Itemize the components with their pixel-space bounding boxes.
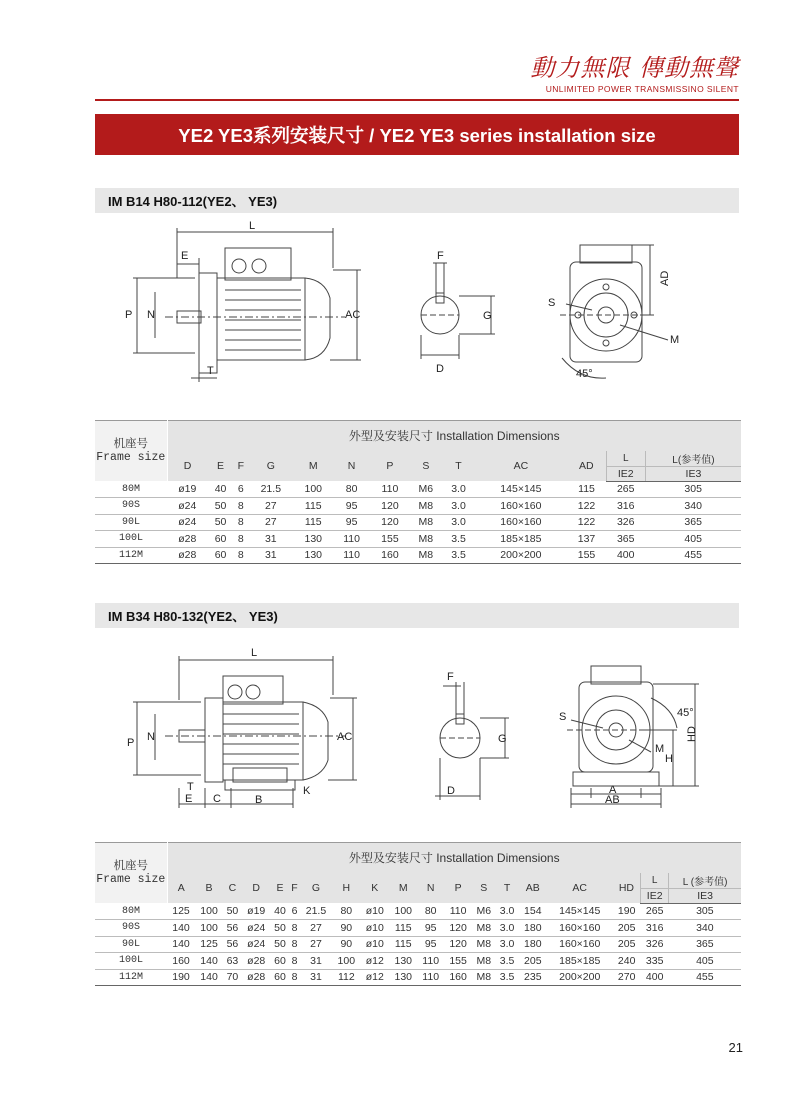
table-cell: 8 xyxy=(289,936,299,953)
dim-L: L xyxy=(249,220,256,232)
col-header: P xyxy=(370,451,409,482)
table-cell: 27 xyxy=(248,498,294,515)
col-header-ie2: IE2 xyxy=(641,888,669,903)
table-cell: 185×185 xyxy=(547,953,613,970)
dim-C: C xyxy=(213,793,221,805)
col-header: D xyxy=(167,451,207,482)
table-cell: 100 xyxy=(195,903,223,920)
b14-side-view-drawing xyxy=(125,218,365,388)
table-cell: 160×160 xyxy=(475,498,567,515)
dim-S: S xyxy=(548,297,556,309)
table-cell: 205 xyxy=(519,953,547,970)
table-cell: ø24 xyxy=(242,936,271,953)
table-cell: 155 xyxy=(444,953,472,970)
table-cell: ø24 xyxy=(242,920,271,937)
table-cell: 110 xyxy=(333,531,370,548)
table-cell: 90 xyxy=(332,936,360,953)
table-cell: 80 xyxy=(333,481,370,498)
frame-size-header xyxy=(95,843,167,904)
col-header: AC xyxy=(475,451,567,482)
section-1-heading: IM B14 H80-112(YE2、 YE3) xyxy=(95,188,739,213)
table-cell: ø10 xyxy=(360,903,389,920)
table-cell: 240 xyxy=(613,953,641,970)
dim-angle: 45° xyxy=(576,368,593,380)
table-cell: 110 xyxy=(417,953,444,970)
table-cell: 160 xyxy=(444,969,472,986)
table-row xyxy=(95,481,741,498)
dimensions-group-header: 外型及安装尺寸 Installation Dimensions xyxy=(167,843,741,873)
col-header: D xyxy=(242,873,271,904)
table-cell: 405 xyxy=(645,531,741,548)
table-row xyxy=(95,498,741,515)
col-header: M xyxy=(294,451,333,482)
table-cell: 50 xyxy=(271,920,290,937)
frame-size-cell: 112M xyxy=(95,969,167,986)
table-cell: ø24 xyxy=(167,514,207,531)
table-cell: 455 xyxy=(645,547,741,564)
table-cell: 6 xyxy=(234,481,248,498)
table-cell: 95 xyxy=(333,498,370,515)
frame-size-cell: 80M xyxy=(95,903,167,920)
col-header-L: L xyxy=(641,873,669,889)
table-cell: ø28 xyxy=(167,531,207,548)
table-cell: 3.5 xyxy=(442,547,475,564)
table-row xyxy=(95,969,741,986)
frame-size-cell: 100L xyxy=(95,953,167,970)
table-cell: 145×145 xyxy=(475,481,567,498)
frame-size-cell: 80M xyxy=(95,481,167,498)
table-cell: ø19 xyxy=(242,903,271,920)
dim-F: F xyxy=(437,250,444,262)
table-cell: 3.0 xyxy=(442,514,475,531)
dim-D: D xyxy=(436,363,444,375)
table-cell: 340 xyxy=(645,498,741,515)
table-row xyxy=(95,531,741,548)
table-cell: 160×160 xyxy=(547,936,613,953)
table-cell: 340 xyxy=(669,920,741,937)
table-cell: 120 xyxy=(444,936,472,953)
col-header-L-ref: L (参考值) xyxy=(669,873,741,889)
table-cell: 160 xyxy=(167,953,195,970)
table-row xyxy=(95,547,741,564)
table-cell: 100 xyxy=(195,920,223,937)
frame-size-header xyxy=(95,421,167,482)
table-cell: 190 xyxy=(613,903,641,920)
table-cell: 405 xyxy=(669,953,741,970)
b34-side-view-drawing xyxy=(125,640,365,810)
dim-angle: 45° xyxy=(677,707,694,719)
table-cell: 3.5 xyxy=(495,969,518,986)
table-cell: 31 xyxy=(248,531,294,548)
table-cell: 265 xyxy=(641,903,669,920)
table-cell: ø28 xyxy=(242,969,271,986)
table-cell: 8 xyxy=(234,514,248,531)
table-cell: 27 xyxy=(300,936,333,953)
table-cell: 200×200 xyxy=(547,969,613,986)
table-cell: 205 xyxy=(613,936,641,953)
table-cell: 100 xyxy=(294,481,333,498)
dimensions-group-header: 外型及安装尺寸 Installation Dimensions xyxy=(167,421,741,451)
brand-logo xyxy=(530,48,739,94)
col-header: B xyxy=(195,873,223,904)
table-cell: 95 xyxy=(417,936,444,953)
table-cell: M8 xyxy=(472,936,495,953)
table-cell: 125 xyxy=(167,903,195,920)
frame-size-cell: 90L xyxy=(95,936,167,953)
table-cell: 110 xyxy=(444,903,472,920)
table-cell: 31 xyxy=(300,969,333,986)
table-cell: 160 xyxy=(370,547,409,564)
dim-P: P xyxy=(127,737,135,749)
dim-AC: AC xyxy=(337,731,353,743)
table-cell: 200×200 xyxy=(475,547,567,564)
table-cell: ø28 xyxy=(167,547,207,564)
table-cell: 137 xyxy=(567,531,606,548)
b34-shaft-end-drawing xyxy=(425,668,520,803)
dim-M: M xyxy=(670,334,680,346)
dim-L: L xyxy=(251,647,258,659)
table-cell: 56 xyxy=(223,920,242,937)
table-cell: 365 xyxy=(606,531,645,548)
table-cell: 8 xyxy=(289,969,299,986)
col-header: P xyxy=(444,873,472,904)
table-cell: 305 xyxy=(645,481,741,498)
col-header: E xyxy=(207,451,233,482)
table-cell: 140 xyxy=(167,920,195,937)
dim-G: G xyxy=(498,733,507,745)
table-cell: 110 xyxy=(333,547,370,564)
table-cell: 316 xyxy=(606,498,645,515)
table-cell: 115 xyxy=(567,481,606,498)
header-divider xyxy=(95,99,739,101)
dim-E: E xyxy=(181,250,189,262)
col-header: S xyxy=(410,451,443,482)
dim-N: N xyxy=(147,309,155,321)
table-cell: 120 xyxy=(370,514,409,531)
table-row xyxy=(95,953,741,970)
table-cell: 326 xyxy=(641,936,669,953)
frame-size-cell: 90S xyxy=(95,920,167,937)
table-cell: 50 xyxy=(223,903,242,920)
col-header: M xyxy=(389,873,417,904)
table-cell: 270 xyxy=(613,969,641,986)
table-cell: 21.5 xyxy=(300,903,333,920)
table-cell: 80 xyxy=(417,903,444,920)
table-cell: 130 xyxy=(389,953,417,970)
table-cell: 125 xyxy=(195,936,223,953)
col-header: AD xyxy=(567,451,606,482)
table-cell: 180 xyxy=(519,920,547,937)
table-row xyxy=(95,936,741,953)
dim-S: S xyxy=(559,711,567,723)
table-cell: 50 xyxy=(271,936,290,953)
table-cell: 365 xyxy=(645,514,741,531)
table-cell: 316 xyxy=(641,920,669,937)
table-cell: 8 xyxy=(234,498,248,515)
table-cell: M8 xyxy=(410,531,443,548)
table-cell: 112 xyxy=(332,969,360,986)
dim-P: P xyxy=(125,309,133,321)
table-cell: 145×145 xyxy=(547,903,613,920)
table-row xyxy=(95,514,741,531)
table-cell: 3.0 xyxy=(495,920,518,937)
table-row xyxy=(95,903,741,920)
table-cell: 3.0 xyxy=(442,498,475,515)
table-cell: 60 xyxy=(271,953,290,970)
b14-flange-end-drawing xyxy=(540,240,700,380)
dim-B: B xyxy=(255,794,263,806)
table-cell: 8 xyxy=(289,920,299,937)
table-cell: 8 xyxy=(234,531,248,548)
table-cell: 122 xyxy=(567,514,606,531)
table-cell: 115 xyxy=(389,920,417,937)
col-header: AC xyxy=(547,873,613,904)
dim-D: D xyxy=(447,785,455,797)
table-cell: 100 xyxy=(389,903,417,920)
table-cell: 205 xyxy=(613,920,641,937)
col-header: E xyxy=(271,873,290,904)
table-cell: 40 xyxy=(207,481,233,498)
table-cell: M8 xyxy=(472,969,495,986)
table-cell: ø12 xyxy=(360,969,389,986)
col-header: T xyxy=(495,873,518,904)
table-cell: 115 xyxy=(294,498,333,515)
table-cell: 27 xyxy=(248,514,294,531)
table-cell: 70 xyxy=(223,969,242,986)
col-header: F xyxy=(289,873,299,904)
dim-T: T xyxy=(187,781,194,793)
table-cell: 50 xyxy=(207,514,233,531)
b34-flange-end-drawing xyxy=(555,662,715,810)
dim-H: H xyxy=(665,753,673,765)
col-header: N xyxy=(333,451,370,482)
table-cell: 3.0 xyxy=(495,903,518,920)
table-cell: ø19 xyxy=(167,481,207,498)
b14-shaft-end-drawing xyxy=(405,245,500,380)
page-number: 21 xyxy=(728,1040,743,1055)
b14-dimension-table xyxy=(95,420,741,564)
col-header-ie3: IE3 xyxy=(669,888,741,903)
table-cell: 326 xyxy=(606,514,645,531)
table-cell: 122 xyxy=(567,498,606,515)
col-header: K xyxy=(360,873,389,904)
table-cell: 155 xyxy=(567,547,606,564)
frame-header-cn: 机座号 xyxy=(113,438,148,450)
table-cell: 130 xyxy=(294,547,333,564)
table-cell: ø12 xyxy=(360,953,389,970)
frame-header-en: Frame size xyxy=(96,873,166,886)
table-cell: 140 xyxy=(167,936,195,953)
table-cell: 160×160 xyxy=(547,920,613,937)
table-cell: 155 xyxy=(370,531,409,548)
col-header-L: L xyxy=(606,451,645,467)
dim-AB: AB xyxy=(605,794,620,806)
table-cell: 3.0 xyxy=(495,936,518,953)
table-cell: 6 xyxy=(289,903,299,920)
table-cell: 180 xyxy=(519,936,547,953)
table-cell: 21.5 xyxy=(248,481,294,498)
table-cell: ø24 xyxy=(167,498,207,515)
table-cell: M8 xyxy=(472,953,495,970)
table-cell: 120 xyxy=(370,498,409,515)
table-cell: 185×185 xyxy=(475,531,567,548)
col-header: HD xyxy=(613,873,641,904)
table-cell: 120 xyxy=(444,920,472,937)
table-cell: 60 xyxy=(207,531,233,548)
table-cell: 130 xyxy=(389,969,417,986)
col-header: C xyxy=(223,873,242,904)
col-header: N xyxy=(417,873,444,904)
dim-F: F xyxy=(447,671,454,683)
table-cell: 56 xyxy=(223,936,242,953)
table-cell: 400 xyxy=(606,547,645,564)
dim-HD: HD xyxy=(686,726,698,742)
table-cell: 140 xyxy=(195,969,223,986)
col-header: T xyxy=(442,451,475,482)
page-title: YE2 YE3系列安装尺寸 / YE2 YE3 series installation size xyxy=(95,114,739,155)
table-cell: 190 xyxy=(167,969,195,986)
table-cell: 60 xyxy=(271,969,290,986)
col-header-ie2: IE2 xyxy=(606,466,645,481)
table-cell: 335 xyxy=(641,953,669,970)
table-cell: 110 xyxy=(417,969,444,986)
frame-size-cell: 100L xyxy=(95,531,167,548)
table-cell: ø10 xyxy=(360,936,389,953)
table-cell: M8 xyxy=(410,547,443,564)
table-cell: 50 xyxy=(207,498,233,515)
table-cell: 60 xyxy=(207,547,233,564)
table-cell: 63 xyxy=(223,953,242,970)
brand-slogan-en: UNLIMITED POWER TRANSMISSINO SILENT xyxy=(545,84,739,94)
table-cell: M8 xyxy=(410,498,443,515)
table-cell: 8 xyxy=(289,953,299,970)
table-cell: M6 xyxy=(410,481,443,498)
section-2-heading: IM B34 H80-132(YE2、 YE3) xyxy=(95,603,739,628)
dim-N: N xyxy=(147,731,155,743)
col-header-L-ref: L(参考值) xyxy=(645,451,741,467)
b34-dimension-table xyxy=(95,842,741,986)
brand-slogan-cn: 動力無限 傳動無聲 xyxy=(530,54,739,82)
table-cell: 455 xyxy=(669,969,741,986)
table-row xyxy=(95,920,741,937)
table-cell: 140 xyxy=(195,953,223,970)
col-header: F xyxy=(234,451,248,482)
table-cell: 265 xyxy=(606,481,645,498)
table-cell: 8 xyxy=(234,547,248,564)
table-cell: 31 xyxy=(248,547,294,564)
dim-AC: AC xyxy=(345,309,361,321)
table-cell: 90 xyxy=(332,920,360,937)
dim-G: G xyxy=(483,310,492,322)
table-cell: 80 xyxy=(332,903,360,920)
dim-E: E xyxy=(185,793,193,805)
table-cell: 130 xyxy=(294,531,333,548)
table-cell: 27 xyxy=(300,920,333,937)
table-cell: 3.5 xyxy=(495,953,518,970)
col-header: H xyxy=(332,873,360,904)
table-cell: 31 xyxy=(300,953,333,970)
table-cell: 115 xyxy=(389,936,417,953)
table-cell: 100 xyxy=(332,953,360,970)
table-cell: 154 xyxy=(519,903,547,920)
table-cell: 95 xyxy=(333,514,370,531)
table-cell: ø10 xyxy=(360,920,389,937)
table-cell: 3.5 xyxy=(442,531,475,548)
dim-M: M xyxy=(655,743,665,755)
table-cell: M6 xyxy=(472,903,495,920)
table-cell: 110 xyxy=(370,481,409,498)
dim-AD: AD xyxy=(659,270,671,286)
table-cell: 115 xyxy=(294,514,333,531)
col-header: S xyxy=(472,873,495,904)
col-header: G xyxy=(300,873,333,904)
frame-header-cn: 机座号 xyxy=(113,860,148,872)
frame-size-cell: 112M xyxy=(95,547,167,564)
table-cell: ø28 xyxy=(242,953,271,970)
frame-size-cell: 90L xyxy=(95,514,167,531)
table-cell: 305 xyxy=(669,903,741,920)
dim-T: T xyxy=(207,365,214,377)
table-cell: 160×160 xyxy=(475,514,567,531)
col-header: G xyxy=(248,451,294,482)
table-cell: 235 xyxy=(519,969,547,986)
col-header-ie3: IE3 xyxy=(645,466,741,481)
table-cell: 365 xyxy=(669,936,741,953)
table-cell: 3.0 xyxy=(442,481,475,498)
table-cell: M8 xyxy=(410,514,443,531)
frame-size-cell: 90S xyxy=(95,498,167,515)
table-cell: 40 xyxy=(271,903,290,920)
table-cell: 95 xyxy=(417,920,444,937)
dim-K: K xyxy=(303,785,311,797)
frame-header-en: Frame size xyxy=(96,451,166,464)
table-cell: 400 xyxy=(641,969,669,986)
col-header: AB xyxy=(519,873,547,904)
table-cell: M8 xyxy=(472,920,495,937)
col-header: A xyxy=(167,873,195,904)
dim-A: A xyxy=(609,784,617,796)
